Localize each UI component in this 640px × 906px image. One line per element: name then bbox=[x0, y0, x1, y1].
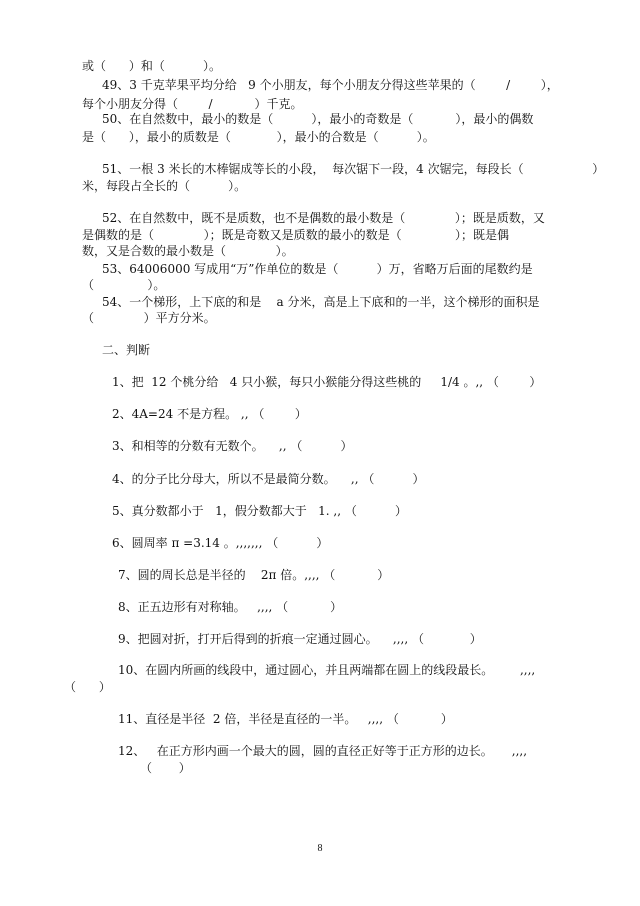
judge-item-10: 10、在圆内所画的线段中，通过圆心，并且两端都在圆上的线段最长。 ,,,, bbox=[118, 663, 536, 677]
judge-item-11: 11、直径是半径 2 倍，半径是直径的一半。 ,,,, （ ） bbox=[118, 712, 453, 726]
text-line: 或（ ）和（ ）。 bbox=[82, 59, 222, 73]
answer-blank: （ ） bbox=[140, 761, 191, 775]
section-heading: 二、判断 bbox=[102, 343, 151, 357]
text-line: （ ）平方分米。 bbox=[82, 311, 216, 325]
text-line: 每个小朋友分得（ / ）千克。 bbox=[82, 97, 303, 111]
text-line: 是（ ），最小的质数是（ ），最小的合数是（ ）。 bbox=[82, 130, 435, 144]
judge-item-6: 6、圆周率 π =3.14 。,,,,,,, （ ） bbox=[112, 536, 329, 550]
text-line: 数，又是合数的最小数是（ ）。 bbox=[82, 244, 294, 258]
judge-item-4: 4、的分子比分母大，所以不是最简分数。 ,, （ ） bbox=[112, 472, 425, 486]
question-49: 49、3 千克苹果平均分给 9 个小朋友，每个小朋友分得这些苹果的（ / ）， bbox=[102, 78, 559, 92]
text-line: 米，每段占全长的（ ）。 bbox=[82, 179, 247, 193]
judge-item-3: 3、和相等的分数有无数个。 ,, （ ） bbox=[112, 439, 353, 453]
page-number: 8 bbox=[317, 843, 323, 854]
judge-item-1: 1、把 12 个桃分给 4 只小猴，每只小猴能分得这些桃的 1/4 。,, （ ） bbox=[112, 375, 542, 389]
judge-item-8: 8、正五边形有对称轴。 ,,,, （ ） bbox=[118, 600, 343, 614]
question-52: 52、在自然数中，既不是质数，也不是偶数的最小数是（ ）；既是质数，又 bbox=[102, 211, 545, 225]
text-line: 是偶数的是（ ）；既是奇数又是质数的最小的数是（ ）；既是偶 bbox=[82, 228, 509, 242]
answer-blank: （ ） bbox=[64, 680, 111, 694]
judge-item-5: 5、真分数都小于 1，假分数都大于 1. ,, （ ） bbox=[112, 504, 408, 518]
question-53: 53、64006000 写成用“万”作单位的数是（ ）万，省略万后面的尾数约是 bbox=[102, 262, 533, 276]
question-54: 54、一个梯形，上下底的和是 a 分米，高是上下底和的一半，这个梯形的面积是 bbox=[102, 295, 540, 309]
question-50: 50、在自然数中，最小的数是（ ），最小的奇数是（ ），最小的偶数 bbox=[102, 112, 534, 126]
judge-item-2: 2、4A=24 不是方程。 ,, （ ） bbox=[112, 407, 307, 421]
question-51: 51、一根 3 米长的木棒锯成等长的小段， 每次锯下一段，4 次锯完，每段长（ ） bbox=[102, 162, 605, 176]
judge-item-7: 7、圆的周长总是半径的 2π 倍。,,,, （ ） bbox=[118, 568, 390, 582]
text-line: （ ）。 bbox=[82, 278, 166, 292]
judge-item-12: 12、 在正方形内画一个最大的圆，圆的直径正好等于正方形的边长。 ,,,, bbox=[118, 744, 528, 758]
judge-item-9: 9、把圆对折，打开后得到的折痕一定通过圆心。 ,,,, （ ） bbox=[118, 632, 482, 646]
